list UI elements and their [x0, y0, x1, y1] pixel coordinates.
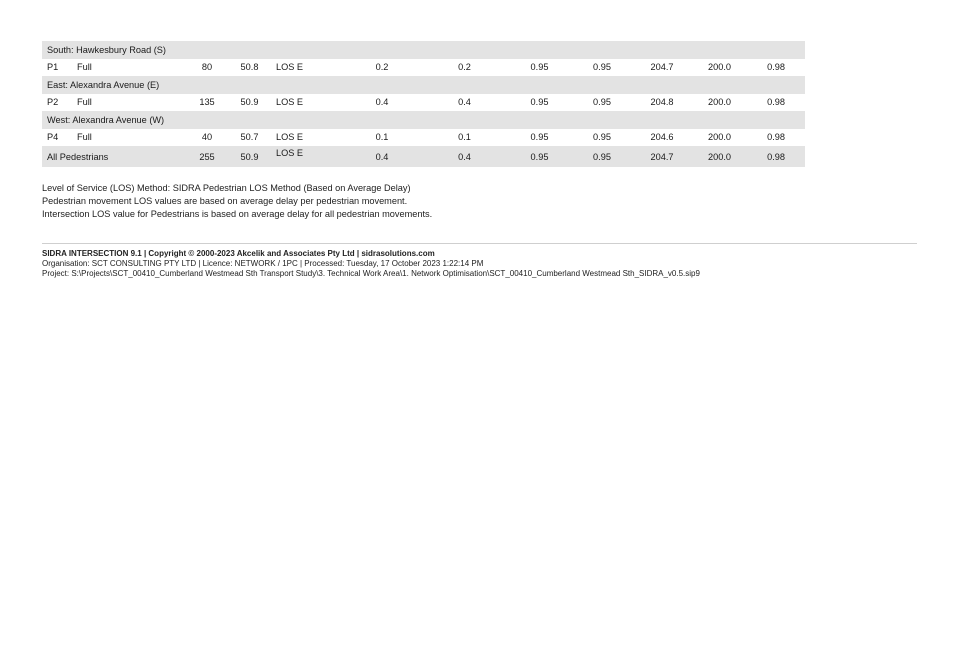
travel-distance-cell: 200.0	[692, 59, 747, 77]
travel-time-cell: 204.7	[632, 59, 692, 77]
approach-name: East: Alexandra Avenue (E)	[42, 76, 805, 94]
footer-divider	[42, 243, 917, 244]
pedestrian-movement-table	[42, 41, 805, 167]
average-delay-cell: 50.7	[227, 129, 272, 147]
note-line: Pedestrian movement LOS values are based on average delay per pedestrian movement.	[42, 196, 408, 206]
queue-distance-cell: 0.1	[422, 129, 507, 147]
report-footer	[42, 249, 700, 279]
queue-ped-cell: 0.4	[342, 146, 422, 167]
queue-distance-cell: 0.4	[422, 94, 507, 112]
prop-queued-cell: 0.95	[507, 146, 572, 167]
level-of-service-cell: LOS E	[272, 129, 342, 147]
project-path-line: Project: S:\Projects\SCT_00410_Cumberland Westmead Sth Transport Study\3. Technical Work Area\1. Network Optimisation\SCT_00410_Cumberland Westmead Sth_SIDRA_v0.5.sip9	[42, 269, 700, 278]
note-line: Level of Service (LOS) Method: SIDRA Pedestrian LOS Method (Based on Average Delay)	[42, 183, 411, 193]
level-of-service-cell: LOS E	[272, 59, 342, 77]
approach-header-row	[42, 111, 805, 129]
demand-flow-cell: 40	[187, 129, 227, 147]
average-delay-cell: 50.9	[227, 146, 272, 167]
stop-rate-cell: 0.95	[572, 59, 632, 77]
approach-name: South: Hawkesbury Road (S)	[42, 41, 805, 59]
software-copyright-line: SIDRA INTERSECTION 9.1 | Copyright © 2000-2023 Akcelik and Associates Pty Ltd | sidrasolutions.com	[42, 249, 435, 258]
queue-ped-cell: 0.2	[342, 59, 422, 77]
all-pedestrians-total-row	[42, 146, 805, 167]
table-row	[42, 59, 805, 77]
level-of-service-cell: LOS E	[272, 146, 342, 167]
queue-ped-cell: 0.1	[342, 129, 422, 147]
prop-queued-cell: 0.95	[507, 94, 572, 112]
stop-rate-cell: 0.95	[572, 129, 632, 147]
travel-distance-cell: 200.0	[692, 129, 747, 147]
demand-flow-cell: 80	[187, 59, 227, 77]
approach-name: West: Alexandra Avenue (W)	[42, 111, 805, 129]
stop-rate-cell: 0.95	[572, 94, 632, 112]
travel-distance-cell: 200.0	[692, 146, 747, 167]
table-row	[42, 94, 805, 112]
crossing-type: Full	[77, 129, 187, 147]
travel-time-cell: 204.6	[632, 129, 692, 147]
movement-id: P4	[42, 129, 77, 147]
travel-time-cell: 204.8	[632, 94, 692, 112]
prop-queued-cell: 0.95	[507, 59, 572, 77]
average-speed-cell: 0.98	[747, 146, 805, 167]
average-speed-cell: 0.98	[747, 59, 805, 77]
stop-rate-cell: 0.95	[572, 146, 632, 167]
travel-time-cell: 204.7	[632, 146, 692, 167]
organisation-line: Organisation: SCT CONSULTING PTY LTD | Licence: NETWORK / 1PC | Processed: Tuesday, 17 October 2023 1:22:14 PM	[42, 259, 484, 268]
crossing-type: Full	[77, 94, 187, 112]
demand-flow-cell: 135	[187, 94, 227, 112]
average-delay-cell: 50.8	[227, 59, 272, 77]
los-method-notes	[42, 182, 432, 221]
note-line: Intersection LOS value for Pedestrians is based on average delay for all pedestrian movements.	[42, 209, 433, 219]
queue-distance-cell: 0.2	[422, 59, 507, 77]
approach-header-row	[42, 76, 805, 94]
demand-flow-cell: 255	[187, 146, 227, 167]
table-row	[42, 129, 805, 147]
movement-id: P2	[42, 94, 77, 112]
travel-distance-cell: 200.0	[692, 94, 747, 112]
average-speed-cell: 0.98	[747, 129, 805, 147]
prop-queued-cell: 0.95	[507, 129, 572, 147]
approach-header-row	[42, 41, 805, 59]
total-label: All Pedestrians	[42, 146, 187, 167]
average-delay-cell: 50.9	[227, 94, 272, 112]
average-speed-cell: 0.98	[747, 94, 805, 112]
level-of-service-cell: LOS E	[272, 94, 342, 112]
movement-id: P1	[42, 59, 77, 77]
queue-ped-cell: 0.4	[342, 94, 422, 112]
queue-distance-cell: 0.4	[422, 146, 507, 167]
crossing-type: Full	[77, 59, 187, 77]
